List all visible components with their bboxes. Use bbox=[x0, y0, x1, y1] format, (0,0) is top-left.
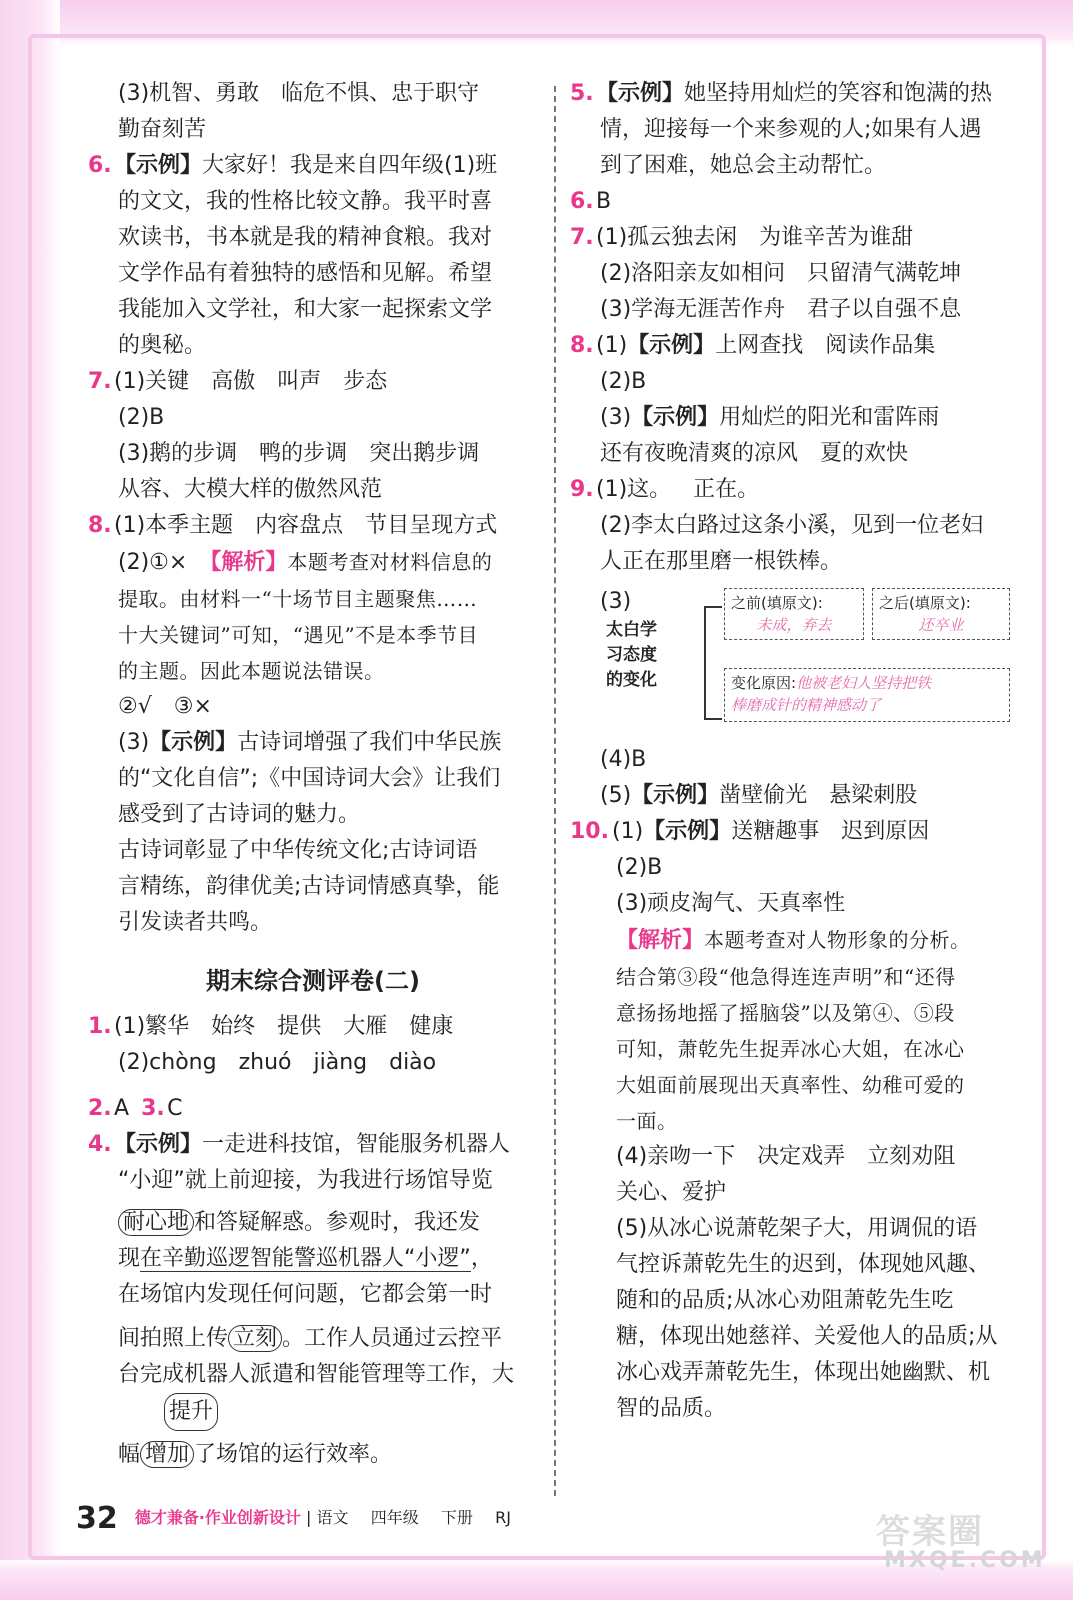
answer-line: 的“文化自信”;《中国诗词大会》让我们 bbox=[118, 766, 501, 791]
answer-line: 从容、大模大样的傲然风范 bbox=[118, 477, 383, 502]
question-9: 9. (1)这。 正在。 bbox=[570, 477, 760, 502]
explanation-line: 结合第③段“他急得连连声明”和“还得 bbox=[616, 965, 956, 989]
after-box: 之后(填原文): 还卒业 bbox=[872, 588, 1010, 640]
answer-line: (2)李太白路过这条小溪，见到一位老妇 bbox=[600, 513, 984, 538]
footer-edition: RJ bbox=[495, 1508, 511, 1527]
answer-line: (3)【示例】古诗词增强了我们中华民族 bbox=[118, 730, 502, 755]
question-10: 10. (1)【示例】送糖趣事 迟到原因 bbox=[570, 819, 930, 844]
question-2-3: 2. A 3. C bbox=[88, 1096, 183, 1121]
revision-circle: 增加 bbox=[140, 1441, 194, 1468]
answer-line: 智的品质。 bbox=[616, 1396, 727, 1421]
mind-map-bracket bbox=[704, 606, 722, 720]
answer-line: (3)【示例】用灿烂的阳光和雷阵雨 bbox=[600, 405, 940, 430]
column-divider bbox=[554, 86, 556, 1496]
mind-map-number: (3) bbox=[600, 589, 632, 614]
answer-line: 现在辛勤巡逻智能警巡机器人“小逻”， bbox=[118, 1246, 493, 1271]
answer-line: 的文文，我的性格比较文静。我平时喜 bbox=[118, 189, 493, 214]
answer-line: (4)亲吻一下 决定戏弄 立刻劝阻 bbox=[616, 1144, 956, 1169]
answer-line: (3)鹅的步调 鸭的步调 突出鹅步调 bbox=[118, 441, 480, 466]
answer-line: 台完成机器人派遣和智能管理等工作，大 bbox=[118, 1362, 515, 1387]
answer-line: 到了困难，她总会主动帮忙。 bbox=[600, 153, 887, 178]
answer-line: (2)①× 【解析】本题考查对材料信息的 bbox=[118, 550, 493, 575]
question-6: 6. 【示例】大家好！我是来自四年级(1)班 bbox=[88, 153, 498, 178]
question-4: 4. 【示例】一走进科技馆，智能服务机器人 bbox=[88, 1132, 511, 1157]
footer-subject: 语文 bbox=[316, 1508, 349, 1527]
answer-line: (3)学海无涯苦作舟 君子以自强不息 bbox=[600, 297, 962, 322]
footer-grade: 四年级 bbox=[370, 1508, 419, 1527]
answer-line: 关心、爱护 bbox=[616, 1180, 727, 1205]
left-column bbox=[88, 76, 538, 1473]
explanation-line: 【解析】本题考查对人物形象的分析。 bbox=[616, 928, 971, 953]
answer-line: 言精练，韵律优美;古诗词情感真挚，能 bbox=[118, 874, 500, 899]
footer-term: 下册 bbox=[440, 1508, 473, 1527]
question-8: 8. (1)【示例】上网查找 阅读作品集 bbox=[570, 333, 936, 358]
revision-underline: 智能警巡机器人“小逻” bbox=[250, 1246, 471, 1271]
question-7: 7. (1)孤云独去闲 为谁辛苦为谁甜 bbox=[570, 225, 914, 250]
explanation-line: 大姐面前展现出天真率性、幼稚可爱的 bbox=[616, 1073, 965, 1097]
revision-insert-text: 提升 bbox=[164, 1393, 218, 1431]
answer-line: (2)B bbox=[616, 855, 663, 880]
pinyin-line: (2)chòng zhuó jiàng diào bbox=[118, 1050, 437, 1075]
answer-line: 人正在那里磨一根铁棒。 bbox=[600, 549, 843, 574]
answer-line: (2)B bbox=[118, 405, 165, 430]
answer-line: 勤奋刻苦 bbox=[118, 117, 207, 142]
revision-underline: 在辛勤巡逻 bbox=[140, 1246, 251, 1271]
question-5: 5. 【示例】她坚持用灿烂的笑容和饱满的热 bbox=[570, 81, 993, 106]
watermark-url: MXQE.COM bbox=[884, 1548, 1046, 1573]
explanation-line: 的主题。因此本题说法错误。 bbox=[118, 659, 385, 683]
question-8: 8. (1)本季主题 内容盘点 节目呈现方式 bbox=[88, 513, 498, 538]
answer-line: (4)B bbox=[600, 747, 647, 772]
answer-line: 感受到了古诗词的魅力。 bbox=[118, 802, 361, 827]
revision-insert: 幅 增加 提升 bbox=[118, 1437, 194, 1473]
answer-line: “小迎”就上前迎接，为我进行场馆导览 bbox=[118, 1168, 493, 1193]
explanation-line: 十大关键词”可知，“遇见”不是本季节目 bbox=[118, 623, 479, 647]
answer-line: 气控诉萧乾先生的迟到，体现她风趣、 bbox=[616, 1252, 991, 1277]
answer-line: 的奥秘。 bbox=[118, 333, 207, 358]
answer-line: 古诗词彰显了中华传统文化;古诗词语 bbox=[118, 838, 478, 863]
page-footer bbox=[76, 1500, 511, 1537]
answer-line: 还有夜晚清爽的凉风 夏的欢快 bbox=[600, 441, 909, 466]
question-7: 7. (1)关键 高傲 叫声 步态 bbox=[88, 369, 388, 394]
footer-brand: 德才兼备·作业创新设计 bbox=[134, 1508, 301, 1527]
page-number: 32 bbox=[76, 1500, 118, 1536]
answer-line: 我能加入文学社，和大家一起探索文学 bbox=[118, 297, 493, 322]
answer-line: (3)顽皮淘气、天真率性 bbox=[616, 891, 846, 916]
answer-line: 耐心地 和答疑解惑。参观时，我还发 bbox=[88, 1205, 538, 1241]
answer-line: 欢读书，书本就是我的精神食粮。我对 bbox=[118, 225, 493, 250]
answer-line: (5)从冰心说萧乾架子大，用调侃的语 bbox=[616, 1216, 978, 1241]
answer-line: 幅 增加 提升 了场馆的运行效率。 bbox=[88, 1437, 538, 1473]
answer-line: 间拍照上传 立刻 。工作人员通过云控平 bbox=[118, 1326, 503, 1351]
explanation-line: 可知，萧乾先生捉弄冰心大姐，在冰心 bbox=[616, 1037, 965, 1061]
question-6: 6. B bbox=[570, 189, 612, 214]
watermark-logo: 答案圈 bbox=[876, 1512, 984, 1552]
reason-box: 变化原因:他被老妇人坚持把铁 棒磨成针的精神感动了 bbox=[724, 668, 1010, 722]
before-box: 之前(填原文): 未成，弃去 bbox=[724, 588, 864, 640]
explanation-line: 一面。 bbox=[616, 1109, 678, 1133]
answer-line: 随和的品质;从冰心劝阻萧乾先生吃 bbox=[616, 1288, 954, 1313]
answer-line: 在场馆内发现任何问题，它都会第一时 bbox=[118, 1282, 493, 1307]
answer-line: ②√ ③× bbox=[118, 694, 212, 719]
answer-line: 文学作品有着独特的感悟和见解。希望 bbox=[118, 261, 493, 286]
explanation-line: 意扬扬地摇了摇脑袋”以及第④、⑤段 bbox=[616, 1001, 955, 1025]
revision-circle: 耐心地 bbox=[118, 1209, 194, 1236]
answer-line: 糖，体现出她慈祥、关爱他人的品质;从 bbox=[616, 1324, 998, 1349]
mind-map-label: 太白学 习态度 的变化 bbox=[606, 620, 657, 690]
question-1: 1. (1)繁华 始终 提供 大雁 健康 bbox=[88, 1014, 454, 1039]
mind-map bbox=[570, 584, 1030, 734]
answer-line: 冰心戏弄萧乾先生，体现出她幽默、机 bbox=[616, 1360, 991, 1385]
answer-line: (3)机智、勇敢 临危不惧、忠于职守 bbox=[118, 81, 480, 106]
explanation-line: 提取。由材料一“十场节目主题聚焦…… bbox=[118, 587, 478, 611]
revision-circle: 立刻 bbox=[228, 1325, 282, 1352]
right-column bbox=[570, 76, 1030, 1427]
answer-line: 情，迎接每一个来参观的人;如果有人遇 bbox=[600, 117, 982, 142]
answer-line: (2)洛阳亲友如相问 只留清气满乾坤 bbox=[600, 261, 962, 286]
footer-separator: | bbox=[306, 1508, 312, 1527]
answer-line: (2)B bbox=[600, 369, 647, 394]
answer-line: (5)【示例】凿壁偷光 悬梁刺股 bbox=[600, 783, 918, 808]
answer-line: 引发读者共鸣。 bbox=[118, 910, 273, 935]
section-title: 期末综合测评卷(二) bbox=[206, 967, 420, 995]
